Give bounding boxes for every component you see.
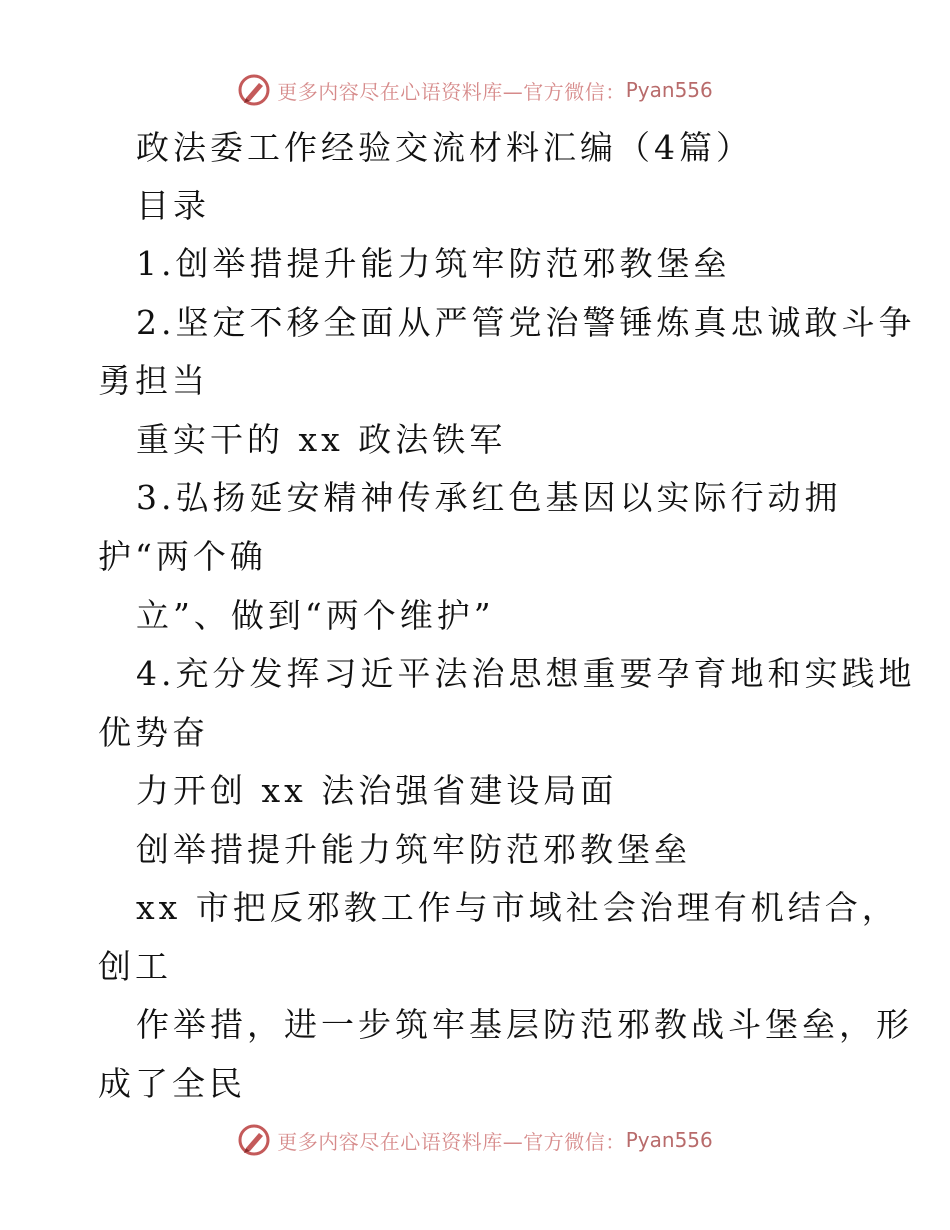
toc-item-4-cont2: 力开创 xx 法治强省建设局面 [136, 771, 618, 810]
footer-watermark [0, 1120, 950, 1160]
paragraph-line: xx 市把反邪教工作与市域社会治理有机结合， [136, 888, 899, 927]
paragraph-line: 作举措，进一步筑牢基层防范邪教战斗堡垒，形 [136, 1005, 913, 1044]
toc-item-3: 3.弘扬延安精神传承红色基因以实际行动拥 [136, 478, 842, 517]
section-heading: 创举措提升能力筑牢防范邪教堡垒 [136, 830, 691, 869]
toc-item-4-cont: 优势奋 [98, 713, 209, 752]
toc-item-3-cont2: 立”、做到“两个维护” [136, 596, 495, 635]
header-watermark [0, 70, 950, 110]
document-title: 政法委工作经验交流材料汇编（4篇） [136, 128, 753, 167]
toc-item-3-cont: 护“两个确 [98, 537, 267, 576]
toc-item-2: 2.坚定不移全面从严管党治警锤炼真忠诚敢斗争 [136, 303, 916, 342]
toc-item-4: 4.充分发挥习近平法治思想重要孕育地和实践地 [136, 654, 916, 693]
watermark-brand: Pyan556 [625, 1128, 713, 1152]
paragraph-line: 创工 [98, 947, 172, 986]
toc-item-1: 1.创举措提升能力筑牢防范邪教堡垒 [136, 244, 731, 283]
watermark-brand: Pyan556 [625, 78, 713, 102]
pen-logo-icon [237, 1123, 271, 1157]
watermark-text: 更多内容尽在心语资料库—官方微信： [277, 79, 626, 104]
pen-logo-icon [237, 73, 271, 107]
toc-item-2-cont2: 重实干的 xx 政法铁军 [136, 420, 507, 459]
paragraph-line: 成了全民 [98, 1064, 246, 1103]
toc-heading: 目录 [136, 186, 210, 225]
toc-item-2-cont: 勇担当 [98, 361, 209, 400]
watermark-text: 更多内容尽在心语资料库—官方微信： [277, 1129, 626, 1154]
